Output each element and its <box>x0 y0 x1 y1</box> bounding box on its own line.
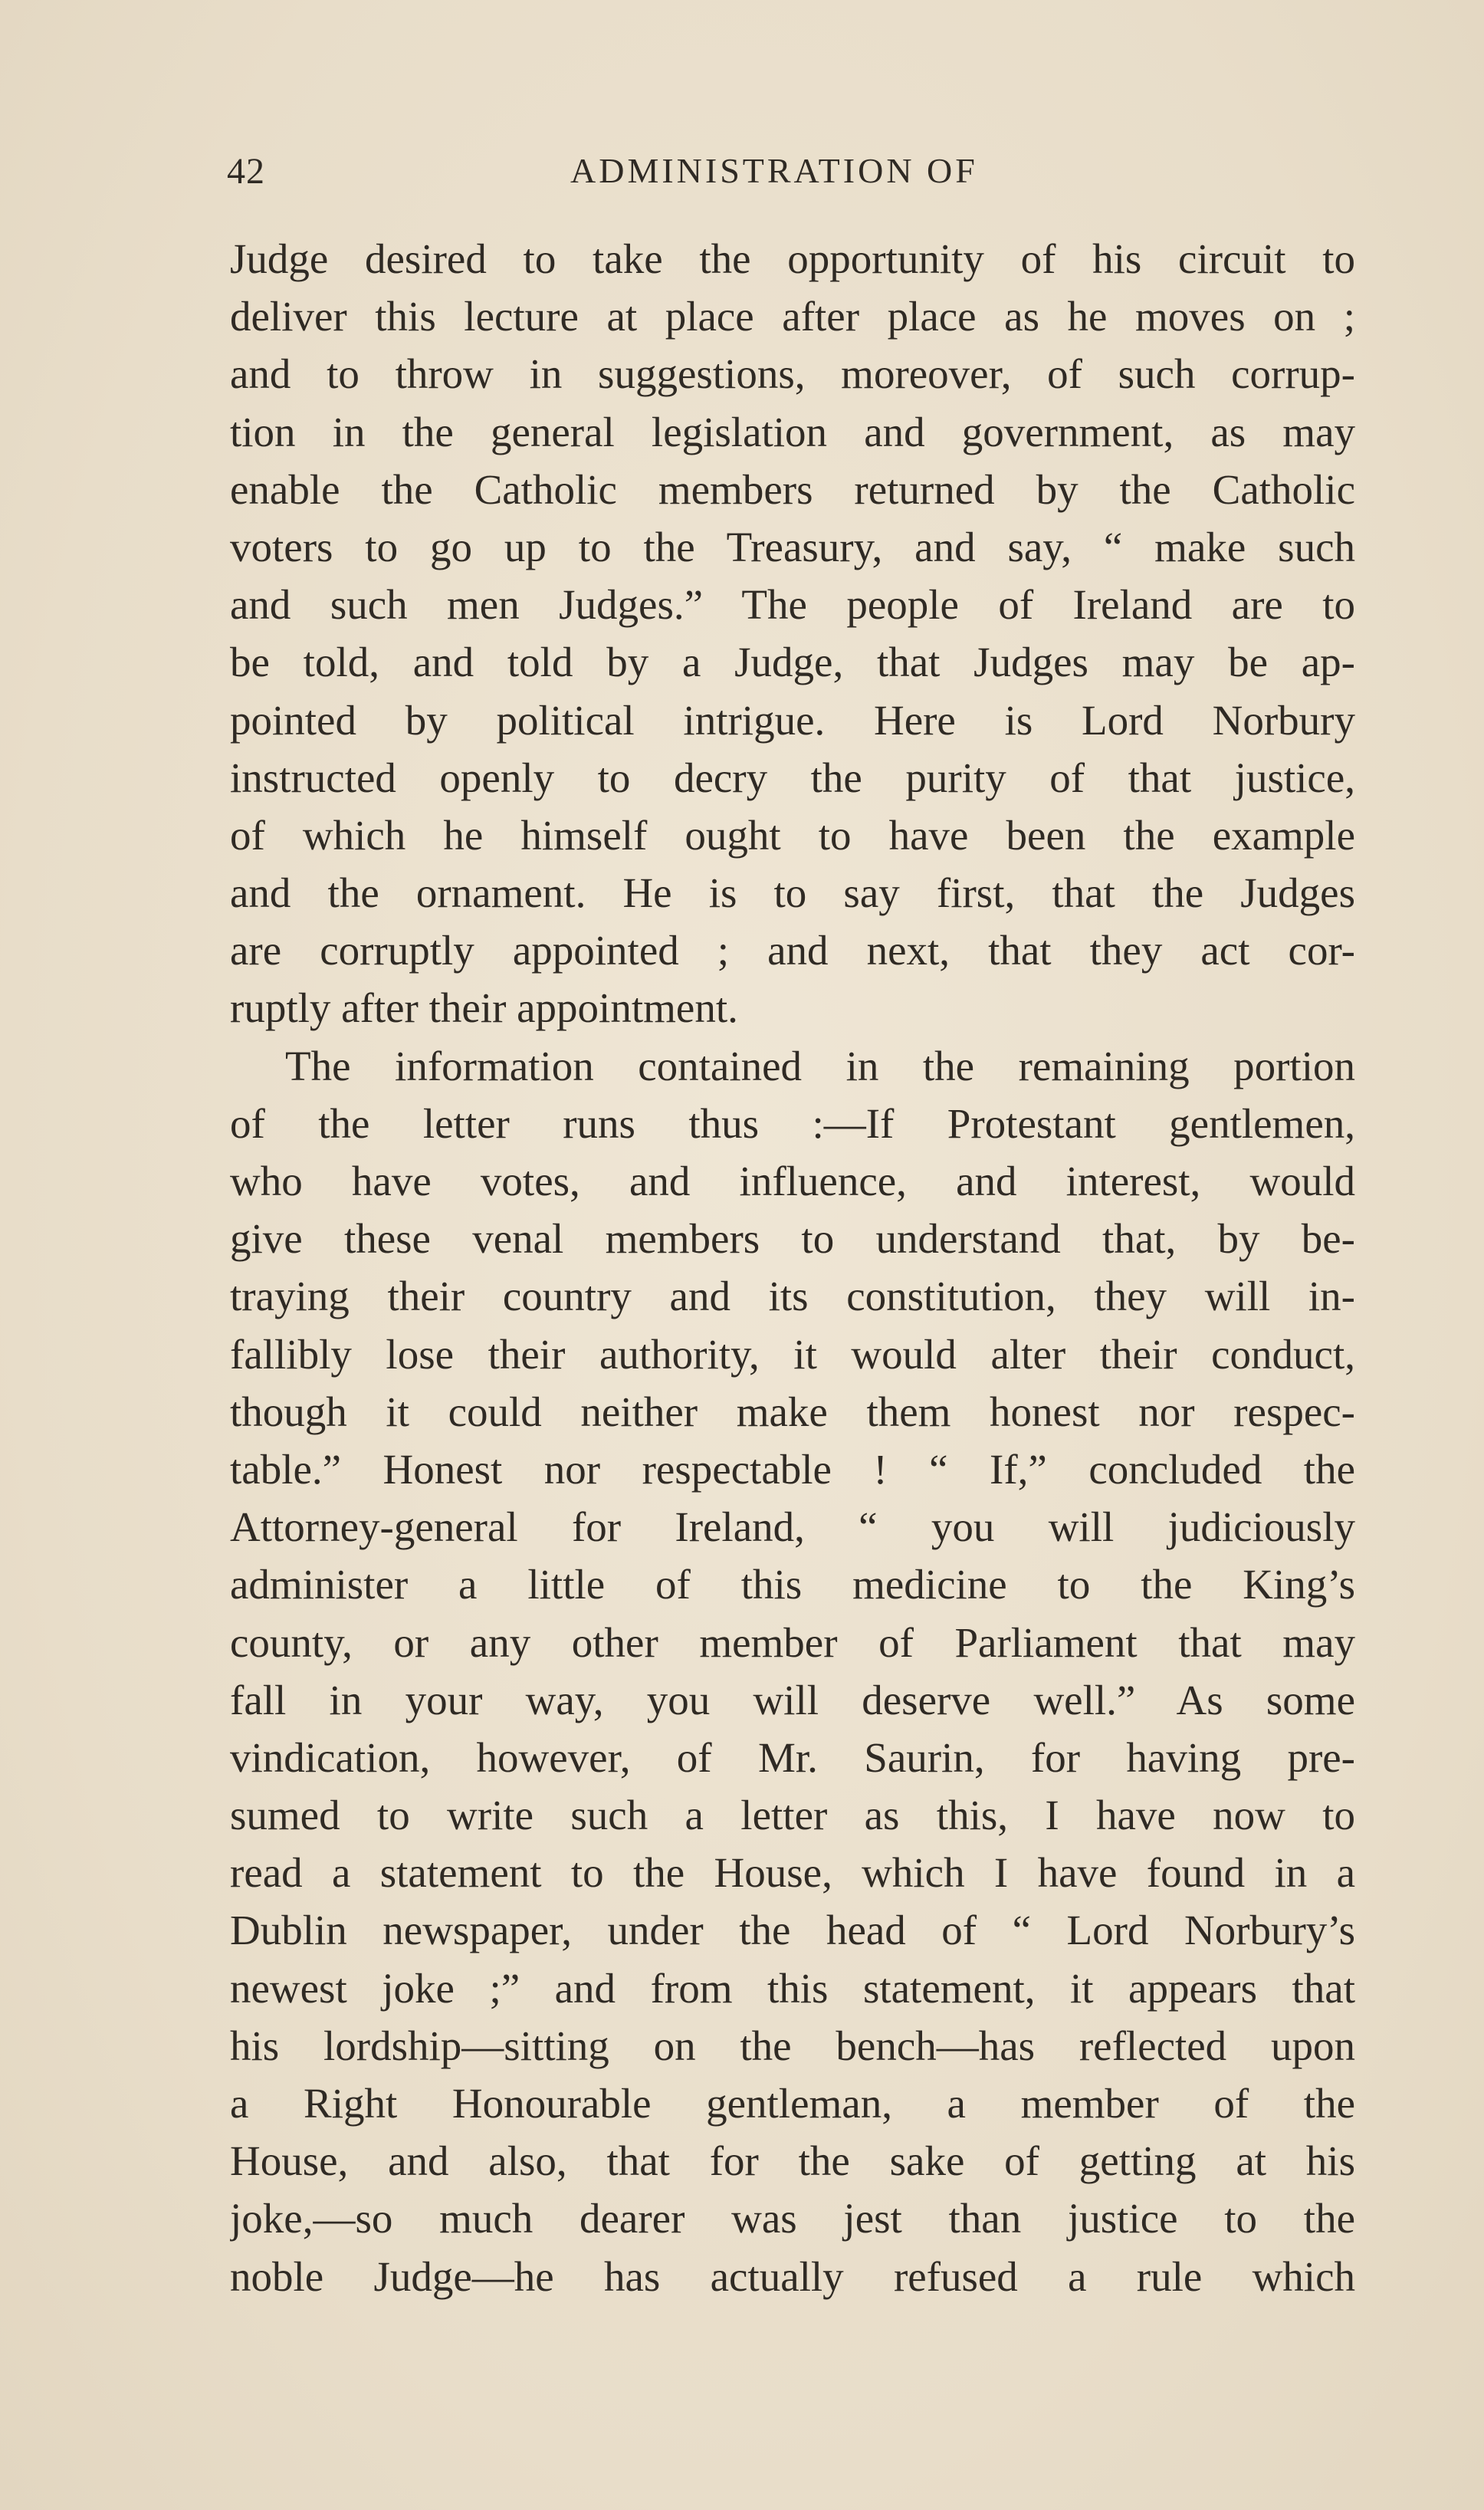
text-line: are corruptly appointed ; and next, that they act cor- <box>230 927 1355 974</box>
text-line: enable the Catholic members returned by the Catholic <box>230 465 1355 513</box>
page-number: 42 <box>227 151 265 192</box>
text-line: table.” Honest nor respectable ! “ If,” concluded the <box>230 1445 1355 1493</box>
body-text <box>230 230 1355 2305</box>
text-line: a Right Honourable gentleman, a member of the <box>230 2080 1355 2127</box>
text-line: of which he himself ought to have been the example <box>230 811 1355 859</box>
text-line: and the ornament. He is to say first, that the Judges <box>230 869 1355 917</box>
text-line: instructed openly to decry the purity of that justice, <box>230 754 1355 801</box>
text-line: give these venal members to understand that, by be- <box>230 1215 1355 1263</box>
text-line: of the letter runs thus :—If Protestant gentlemen, <box>230 1099 1355 1147</box>
text-line: newest joke ;” and from this statement, it appears that <box>230 1964 1355 2012</box>
paragraph-1 <box>230 230 1355 1037</box>
text-line: tion in the general legislation and government, as may <box>230 408 1355 455</box>
running-head: ADMINISTRATION OF <box>570 151 978 190</box>
text-line: ruptly after their appointment. <box>230 984 738 1032</box>
text-line: and such men Judges.” The people of Ireland are to <box>230 581 1355 629</box>
text-line: Judge desired to take the opportunity of his circuit to <box>230 235 1355 282</box>
text-line: traying their country and its constitution, they will in- <box>230 1273 1355 1320</box>
text-line: though it could neither make them honest nor respec- <box>230 1388 1355 1435</box>
paragraph-2 <box>230 1037 1355 2305</box>
text-line: Attorney-general for Ireland, “ you will judiciously <box>230 1503 1355 1551</box>
text-line: county, or any other member of Parliament that may <box>230 1618 1355 1666</box>
text-line: his lordship—sitting on the bench—has reflected upon <box>230 2022 1355 2069</box>
text-line: read a statement to the House, which I have found in a <box>230 1849 1355 1897</box>
text-line: who have votes, and influence, and interest, would <box>230 1158 1355 1204</box>
text-line: Dublin newspaper, under the head of “ Lord Norbury’s <box>230 1907 1355 1954</box>
text-line: noble Judge—he has actually refused a rule which <box>230 2252 1355 2300</box>
text-line: fallibly lose their authority, it would alter their conduct, <box>230 1330 1355 1378</box>
text-line: The information contained in the remaining portion <box>285 1042 1355 1089</box>
text-line: deliver this lecture at place after place as he moves on ; <box>230 293 1355 340</box>
text-line: fall in your way, you will deserve well.” As some <box>230 1676 1355 1723</box>
text-line: pointed by political intrigue. Here is Lord Norbury <box>230 696 1355 744</box>
text-line: vindication, however, of Mr. Saurin, for having pre- <box>230 1733 1355 1781</box>
text-line: joke,—so much dearer was jest than justice to the <box>230 2195 1355 2242</box>
page-header <box>227 150 1357 199</box>
text-line: administer a little of this medicine to the King’s <box>230 1561 1355 1608</box>
text-line: be told, and told by a Judge, that Judges may be ap- <box>230 639 1355 686</box>
text-line: voters to go up to the Treasury, and say, “ make such <box>230 523 1355 570</box>
text-line: sumed to write such a letter as this, I have now to <box>230 1792 1355 1839</box>
text-line: House, and also, that for the sake of getting at his <box>230 2137 1355 2185</box>
text-line: and to throw in suggestions, moreover, of such corrup- <box>230 350 1355 398</box>
